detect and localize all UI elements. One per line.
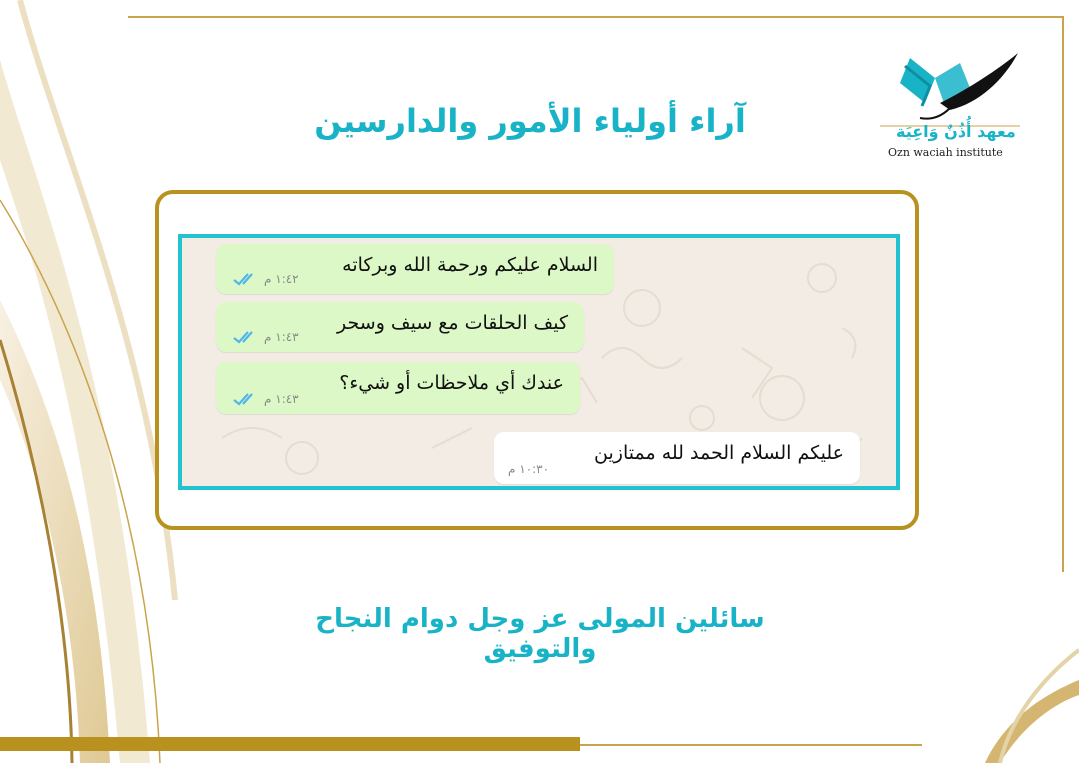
chat-message-4[interactable] <box>494 432 860 484</box>
double-check-icon <box>232 272 262 286</box>
chat-message-3[interactable] <box>216 362 580 414</box>
right-frame-line <box>1062 16 1064 572</box>
chat-message-1[interactable] <box>216 244 614 294</box>
top-frame-line <box>128 16 1064 18</box>
message-time: ١:٤٢ م <box>264 272 299 286</box>
chat-message-2[interactable] <box>216 302 584 352</box>
chat-screenshot <box>178 234 900 490</box>
footer-text: سائلين المولى عز وجل دوام النجاح والتوفيق <box>315 604 765 664</box>
bottom-gold-line <box>580 744 922 746</box>
logo-english-name: Ozn waciah institute <box>888 146 1003 159</box>
message-text: عندك أي ملاحظات أو شيء؟ <box>339 372 564 394</box>
bottom-gold-bar <box>0 737 580 751</box>
message-text: السلام عليكم ورحمة الله وبركاته <box>342 254 598 276</box>
message-text: كيف الحلقات مع سيف وسحر <box>337 312 568 334</box>
double-check-icon <box>232 330 262 344</box>
message-time: ١:٤٣ م <box>264 392 299 406</box>
message-text: عليكم السلام الحمد لله ممتازين <box>594 442 844 464</box>
message-time: ١٠:٣٠ م <box>508 462 550 476</box>
book-quill-icon <box>880 48 1020 128</box>
double-check-icon <box>232 392 262 406</box>
logo-arabic-name: معهد أُذُنٌ وَاعِيَة <box>896 122 1016 141</box>
message-time: ١:٤٣ م <box>264 330 299 344</box>
page-title: آراء أولياء الأمور والدارسين <box>314 102 746 140</box>
